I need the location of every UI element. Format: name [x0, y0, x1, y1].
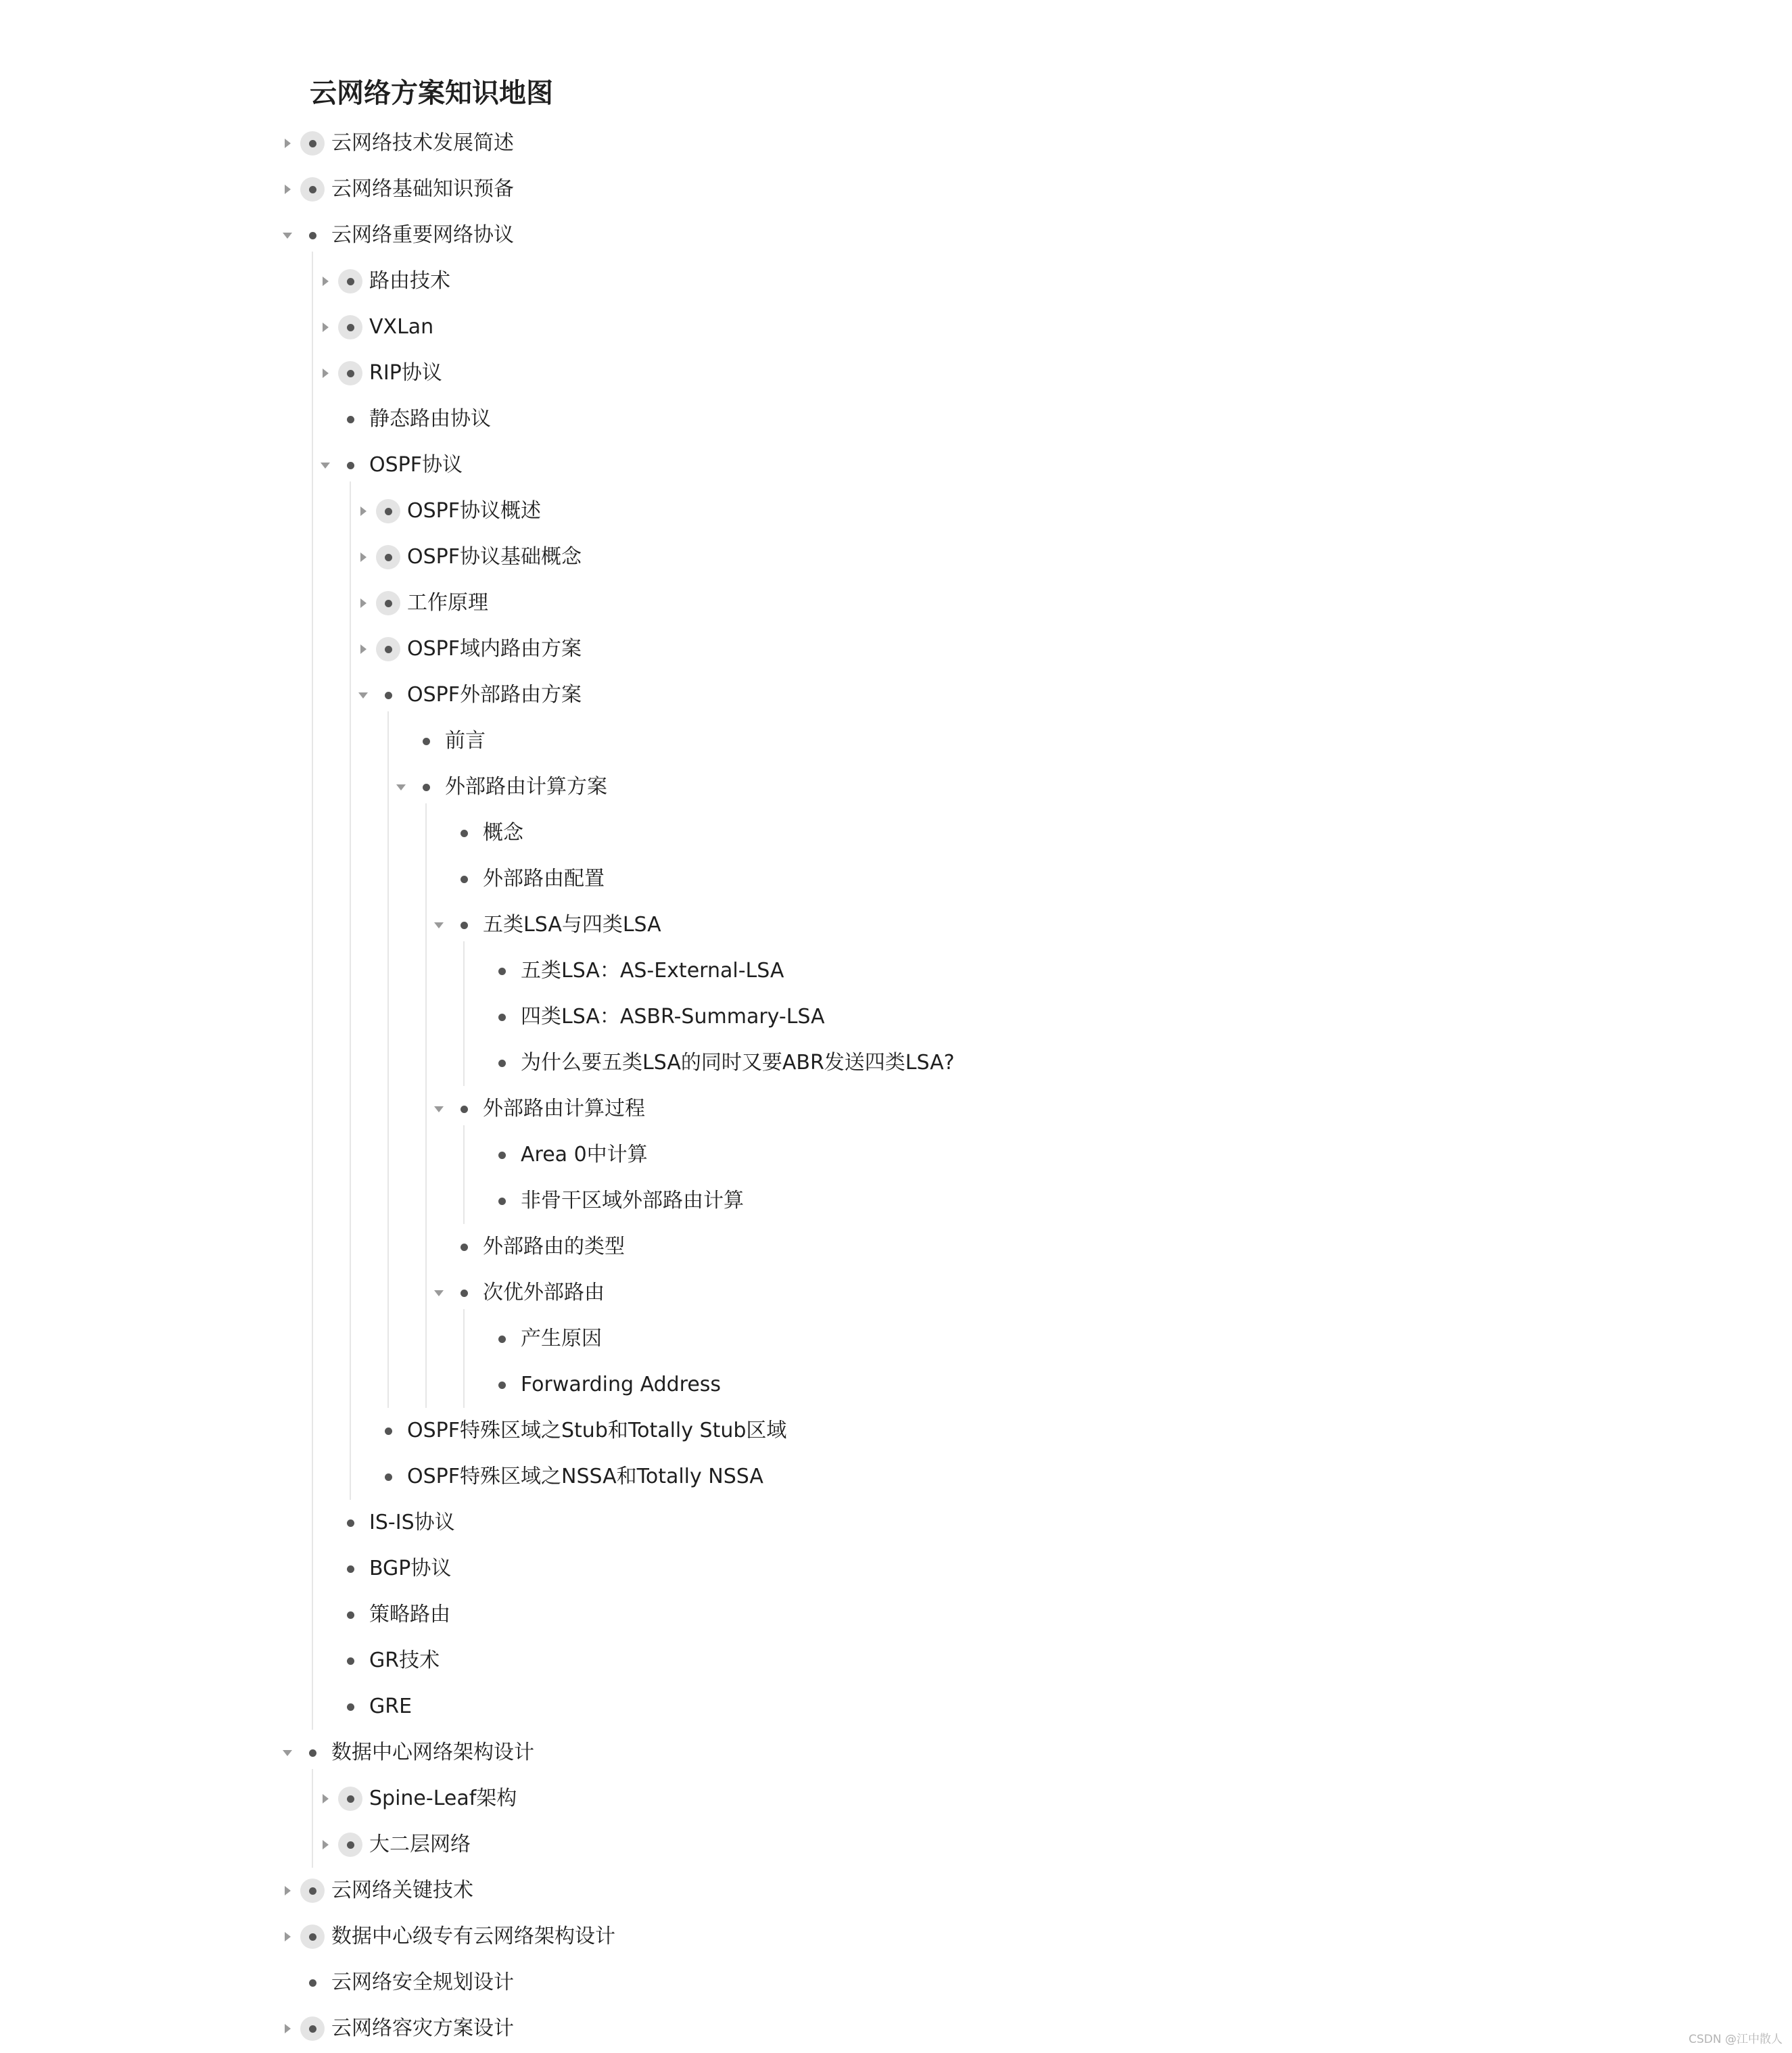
bullet-dot-icon[interactable] [338, 407, 362, 431]
outline-node[interactable] [364, 672, 1758, 718]
outline-node[interactable] [288, 166, 1758, 212]
outline-node[interactable] [326, 304, 1758, 350]
toggle-arrow [285, 2024, 291, 2033]
outline-node[interactable] [440, 902, 1758, 948]
toggle-arrow [396, 784, 406, 790]
node-label: 前言 [445, 729, 486, 753]
node-label: 概念 [483, 821, 523, 845]
caret-right-icon[interactable] [314, 360, 337, 387]
outline-node[interactable] [364, 626, 1758, 672]
node-label: OSPF特殊区域之Stub和Totally Stub区域 [407, 1419, 787, 1442]
bullet-dot [347, 278, 354, 285]
node-label: 外部路由的类型 [483, 1235, 625, 1258]
bullet-dot [309, 1887, 316, 1895]
bullet-dot-icon[interactable] [452, 1097, 476, 1121]
toggle-arrow [321, 463, 330, 469]
node-label: 数据中心网络架构设计 [331, 1741, 534, 1764]
node-label: 云网络技术发展简述 [331, 131, 514, 155]
caret-right-icon[interactable] [314, 314, 337, 341]
node-label: RIP协议 [369, 361, 442, 385]
bullet-dot-icon[interactable] [338, 361, 362, 385]
outline-node[interactable] [364, 534, 1758, 580]
bullet-dot [347, 416, 354, 423]
toggle-arrow [360, 552, 367, 562]
outline-node[interactable] [288, 212, 1758, 258]
bullet-dot-icon[interactable] [300, 223, 325, 247]
bullet-dot [347, 324, 354, 331]
bullet-dot-icon[interactable] [338, 1787, 362, 1811]
node-label: OSPF域内路由方案 [407, 637, 582, 661]
bullet-dot [423, 784, 430, 791]
caret-down-icon[interactable] [314, 452, 337, 479]
node-label: 五类LSA：AS-External-LSA [521, 959, 784, 983]
node-label: 大二层网络 [369, 1833, 471, 1856]
node-label: OSPF特殊区域之NSSA和Totally NSSA [407, 1465, 763, 1488]
toggle-arrow [434, 922, 444, 928]
bullet-dot-icon[interactable] [490, 1189, 514, 1213]
bullet-dot-icon[interactable] [376, 591, 400, 615]
outline-node[interactable] [440, 1270, 1758, 1316]
caret-right-icon[interactable] [276, 2015, 299, 2042]
node-label: 云网络安全规划设计 [331, 1971, 514, 1994]
outline-node[interactable] [440, 1224, 1758, 1270]
watermark: CSDN @江中散人 [1689, 2033, 1783, 2046]
outline-node[interactable] [288, 1914, 1758, 1960]
toggle-arrow [323, 277, 329, 286]
bullet-dot-icon[interactable] [300, 131, 325, 156]
node-label: 数据中心级专有云网络架构设计 [331, 1925, 615, 1948]
bullet-dot-icon[interactable] [338, 1511, 362, 1535]
indent-guide-line [312, 1769, 313, 1868]
toggle-arrow [285, 185, 291, 194]
bullet-dot-icon[interactable] [300, 1925, 325, 1949]
bullet-dot [309, 232, 316, 239]
node-label: Area 0中计算 [521, 1143, 648, 1166]
bullet-dot-icon[interactable] [452, 1235, 476, 1259]
outline-node[interactable] [440, 1086, 1758, 1132]
bullet-dot [347, 1657, 354, 1665]
bullet-dot [461, 1106, 468, 1113]
bullet-dot-icon[interactable] [300, 1879, 325, 1903]
node-label: Forwarding Address [521, 1373, 722, 1396]
outline-node[interactable] [326, 1822, 1758, 1868]
node-label: OSPF协议概述 [407, 499, 542, 523]
node-label: 五类LSA与四类LSA [483, 913, 661, 937]
bullet-dot-icon[interactable] [376, 499, 400, 523]
node-label: 工作原理 [407, 591, 488, 615]
bullet-dot [498, 1152, 506, 1159]
caret-down-icon[interactable] [427, 1095, 450, 1123]
bullet-dot [385, 600, 392, 607]
bullet-dot [309, 186, 316, 193]
outline-node[interactable] [477, 1178, 1758, 1224]
indent-guide-line [425, 803, 427, 1408]
toggle-arrow [360, 598, 367, 608]
outline-node[interactable] [364, 488, 1758, 534]
outline-node[interactable] [477, 994, 1758, 1040]
node-label: 路由技术 [369, 269, 450, 293]
outline-node[interactable] [326, 396, 1758, 442]
node-label: 策略路由 [369, 1603, 450, 1626]
caret-down-icon[interactable] [352, 682, 375, 709]
caret-right-icon[interactable] [352, 636, 375, 663]
node-label: 云网络容灾方案设计 [331, 2016, 514, 2040]
bullet-dot [309, 140, 316, 147]
toggle-arrow [323, 1794, 329, 1803]
bullet-dot [385, 508, 392, 515]
outline-node[interactable] [402, 764, 1758, 810]
bullet-dot [498, 1014, 506, 1021]
caret-down-icon[interactable] [427, 1279, 450, 1306]
outline-node[interactable] [326, 1684, 1758, 1730]
outline-node[interactable] [477, 948, 1758, 994]
bullet-dot [423, 738, 430, 745]
bullet-dot [347, 462, 354, 469]
outline-node[interactable] [402, 718, 1758, 764]
outline-node[interactable] [326, 1546, 1758, 1592]
toggle-arrow [323, 323, 329, 332]
node-label: 四类LSA：ASBR-Summary-LSA [521, 1005, 825, 1029]
bullet-dot-icon[interactable] [376, 637, 400, 661]
node-label: 产生原因 [521, 1327, 602, 1350]
toggle-arrow [360, 506, 367, 516]
caret-down-icon[interactable] [427, 912, 450, 939]
caret-right-icon[interactable] [276, 1877, 299, 1904]
outline-node[interactable] [288, 120, 1758, 166]
outline-node[interactable] [364, 580, 1758, 626]
bullet-dot-icon[interactable] [452, 867, 476, 891]
bullet-dot [498, 1198, 506, 1205]
bullet-dot [347, 1611, 354, 1619]
bullet-dot-icon[interactable] [376, 1465, 400, 1489]
outline-node[interactable] [477, 1132, 1758, 1178]
bullet-dot [461, 922, 468, 929]
bullet-dot-icon[interactable] [490, 1051, 514, 1075]
node-label: 为什么要五类LSA的同时又要ABR发送四类LSA? [521, 1051, 955, 1075]
outline-node[interactable] [326, 258, 1758, 304]
outline-node[interactable] [477, 1316, 1758, 1362]
node-label: 云网络关键技术 [331, 1879, 473, 1902]
indent-guide-line [463, 1309, 465, 1408]
bullet-dot-icon[interactable] [338, 1557, 362, 1581]
outline-node[interactable] [326, 1776, 1758, 1822]
toggle-arrow [285, 139, 291, 148]
toggle-arrow [323, 1840, 329, 1849]
toggle-arrow [434, 1290, 444, 1296]
bullet-dot-icon[interactable] [338, 1603, 362, 1627]
bullet-dot-icon[interactable] [490, 959, 514, 983]
caret-right-icon[interactable] [314, 1831, 337, 1858]
toggle-arrow [323, 369, 329, 378]
node-label: BGP协议 [369, 1557, 452, 1580]
bullet-dot-icon[interactable] [452, 913, 476, 937]
bullet-dot [498, 1336, 506, 1343]
outline-node[interactable] [477, 1040, 1758, 1086]
bullet-dot [347, 370, 354, 377]
bullet-dot [385, 1427, 392, 1435]
caret-right-icon[interactable] [314, 1785, 337, 1812]
node-label: 外部路由计算过程 [483, 1097, 645, 1120]
bullet-dot-icon[interactable] [338, 1695, 362, 1719]
node-label: OSPF协议 [369, 453, 463, 477]
outline-node[interactable] [326, 350, 1758, 396]
bullet-dot-icon[interactable] [490, 1005, 514, 1029]
outline-node[interactable] [288, 2006, 1758, 2052]
bullet-dot [385, 1473, 392, 1481]
caret-down-icon[interactable] [390, 774, 412, 801]
indent-guide-line [312, 252, 313, 1730]
bullet-dot [347, 1519, 354, 1527]
bullet-dot [385, 692, 392, 699]
bullet-dot-icon[interactable] [338, 453, 362, 477]
outline-node[interactable] [440, 810, 1758, 856]
bullet-dot [309, 1749, 316, 1757]
bullet-dot [461, 1244, 468, 1251]
outline-node[interactable] [288, 1868, 1758, 1914]
node-label: 云网络基础知识预备 [331, 177, 514, 201]
bullet-dot-icon[interactable] [300, 1741, 325, 1765]
node-label: OSPF协议基础概念 [407, 545, 582, 569]
bullet-dot-icon[interactable] [300, 177, 325, 202]
toggle-arrow [285, 1886, 291, 1895]
bullet-dot [309, 1933, 316, 1941]
bullet-dot-icon[interactable] [452, 1281, 476, 1305]
bullet-dot-icon[interactable] [414, 729, 438, 753]
caret-right-icon[interactable] [276, 130, 299, 157]
node-label: 外部路由配置 [483, 867, 605, 891]
outline-node[interactable] [288, 1730, 1758, 1776]
bullet-dot-icon[interactable] [490, 1143, 514, 1167]
bullet-dot [347, 1795, 354, 1803]
node-label: 云网络重要网络协议 [331, 223, 514, 247]
node-label: Spine-Leaf架构 [369, 1787, 517, 1810]
bullet-dot-icon[interactable] [376, 545, 400, 569]
node-label: 外部路由计算方案 [445, 775, 607, 799]
bullet-dot-icon[interactable] [338, 269, 362, 293]
bullet-dot [498, 1060, 506, 1067]
node-label: 静态路由协议 [369, 407, 491, 431]
caret-down-icon[interactable] [276, 1739, 299, 1766]
bullet-dot-icon[interactable] [300, 2016, 325, 2041]
bullet-dot-icon[interactable] [414, 775, 438, 799]
bullet-dot [385, 554, 392, 561]
outline-node[interactable] [326, 1638, 1758, 1684]
indent-guide-line [463, 941, 465, 1086]
toggle-arrow [283, 233, 292, 239]
node-label: 非骨干区域外部路由计算 [521, 1189, 744, 1212]
bullet-dot-icon[interactable] [490, 1373, 514, 1397]
outline-node[interactable] [326, 1500, 1758, 1546]
node-label: OSPF外部路由方案 [407, 683, 582, 707]
toggle-arrow [360, 644, 367, 654]
bullet-dot [461, 876, 468, 883]
caret-right-icon[interactable] [276, 176, 299, 203]
node-label: VXLan [369, 315, 434, 339]
bullet-dot [347, 1841, 354, 1849]
outline-node[interactable] [440, 856, 1758, 902]
bullet-dot [461, 1290, 468, 1297]
bullet-dot-icon[interactable] [300, 1971, 325, 1995]
bullet-dot [309, 2025, 316, 2033]
bullet-dot-icon[interactable] [376, 1419, 400, 1443]
bullet-dot [498, 1382, 506, 1389]
toggle-arrow [358, 692, 368, 699]
caret-right-icon[interactable] [352, 498, 375, 525]
caret-right-icon[interactable] [352, 544, 375, 571]
indent-guide-line [350, 481, 351, 1500]
outline-node[interactable] [364, 1454, 1758, 1500]
toggle-arrow [285, 1932, 291, 1941]
bullet-dot-icon[interactable] [490, 1327, 514, 1351]
bullet-dot-icon[interactable] [338, 1833, 362, 1857]
node-label: IS-IS协议 [369, 1511, 455, 1534]
caret-right-icon[interactable] [314, 268, 337, 295]
bullet-dot-icon[interactable] [338, 1649, 362, 1673]
page-title: 云网络方案知识地图 [310, 78, 553, 109]
bullet-dot [498, 968, 506, 975]
indent-guide-line [387, 711, 389, 1408]
indent-guide-line [463, 1125, 465, 1224]
bullet-dot-icon[interactable] [452, 821, 476, 845]
bullet-dot-icon[interactable] [376, 683, 400, 707]
outline-node[interactable] [288, 1960, 1758, 2006]
node-label: GRE [369, 1695, 412, 1718]
caret-down-icon[interactable] [276, 222, 299, 249]
node-label: GR技术 [369, 1649, 440, 1672]
caret-right-icon[interactable] [352, 590, 375, 617]
outline-node[interactable] [326, 442, 1758, 488]
caret-right-icon[interactable] [276, 1923, 299, 1950]
bullet-dot-icon[interactable] [338, 315, 362, 339]
toggle-arrow [283, 1750, 292, 1756]
bullet-dot [385, 646, 392, 653]
outline-node[interactable] [326, 1592, 1758, 1638]
outline-node[interactable] [477, 1362, 1758, 1408]
bullet-dot [309, 1979, 316, 1987]
node-label: 次优外部路由 [483, 1281, 605, 1304]
bullet-dot [347, 1703, 354, 1711]
outline-node[interactable] [364, 1408, 1758, 1454]
toggle-arrow [434, 1106, 444, 1112]
bullet-dot [347, 1565, 354, 1573]
bullet-dot [461, 830, 468, 837]
